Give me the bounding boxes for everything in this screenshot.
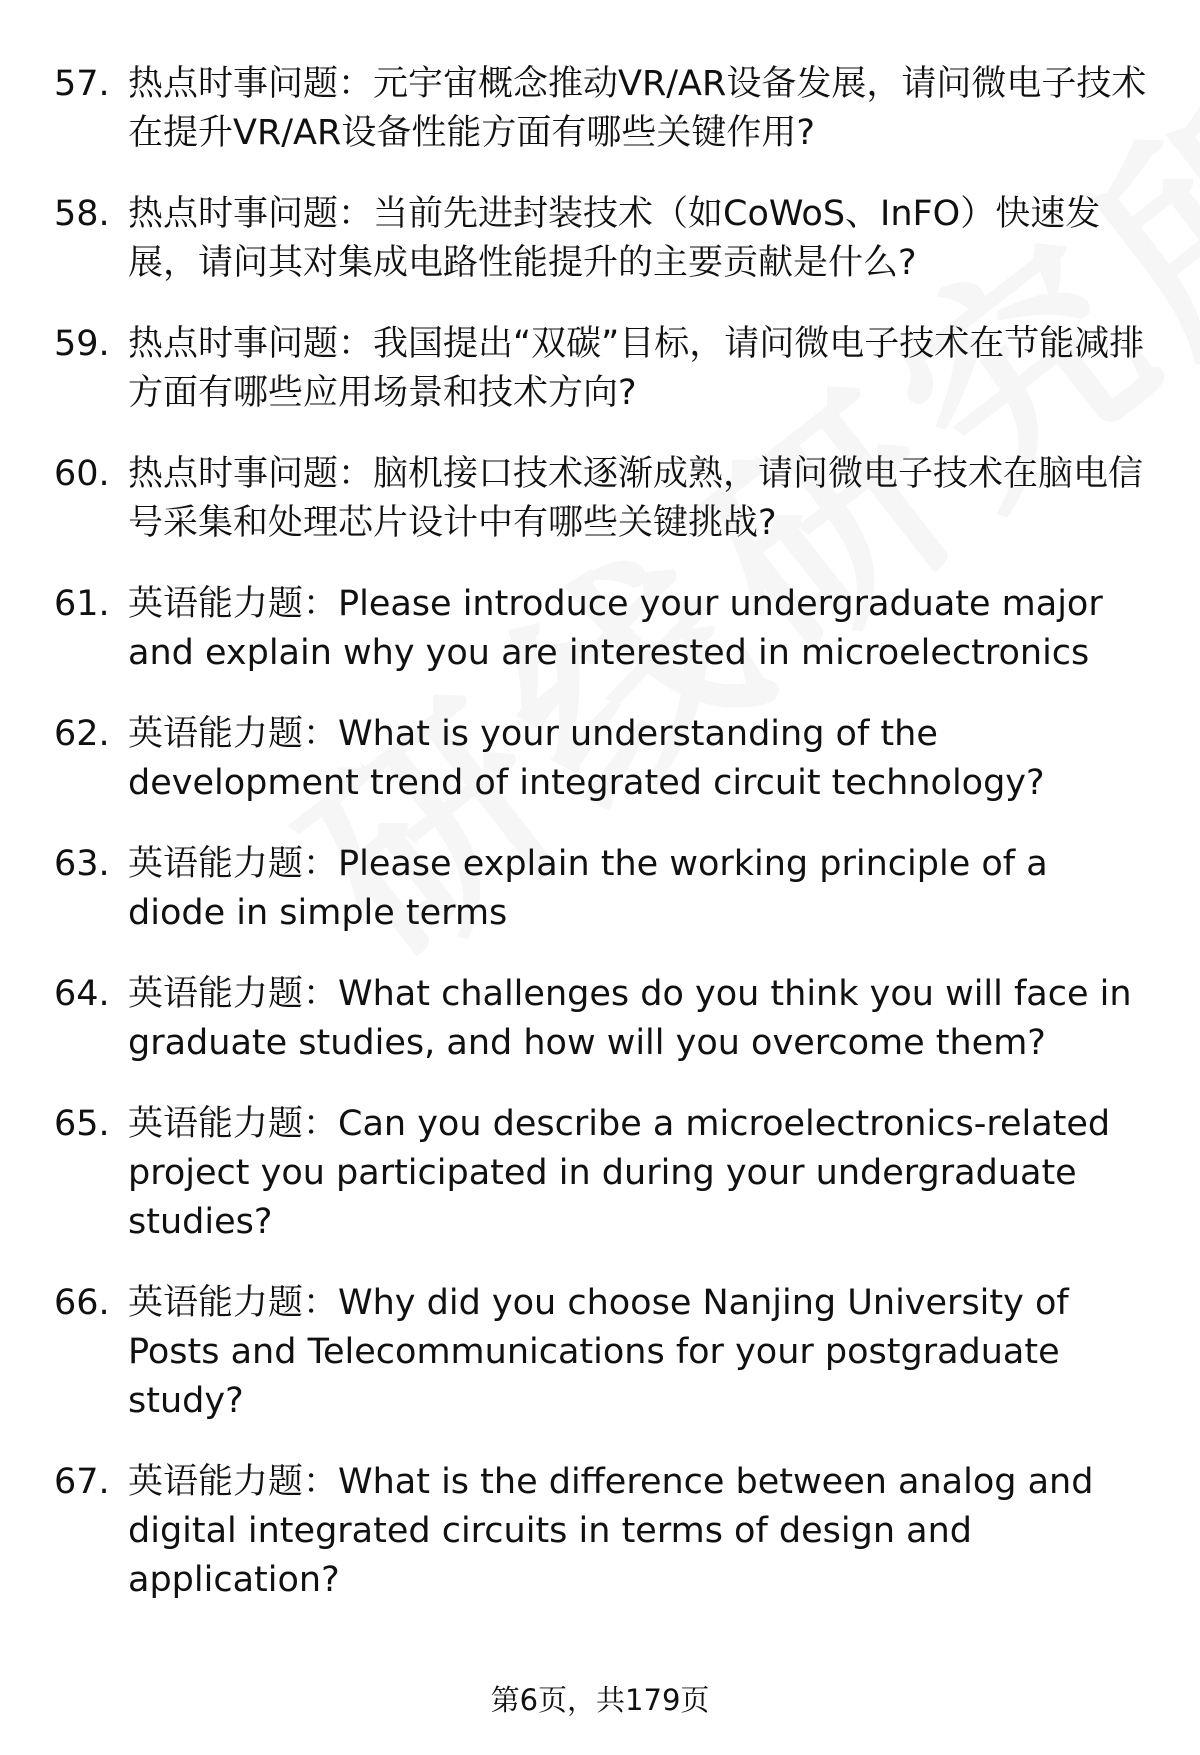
question-number: 65.	[54, 1104, 110, 1144]
question-number: 66.	[54, 1283, 110, 1323]
question-text: 热点时事问题：元宇宙概念推动VR/AR设备发展，请问微电子技术在提升VR/AR设备性能方面有哪些关键作用?	[128, 64, 1147, 153]
question-item	[54, 710, 1154, 808]
question-item	[54, 1100, 1154, 1247]
question-text: 热点时事问题：当前先进封装技术（如CoWoS、InFO）快速发展，请问其对集成电路性能提升的主要贡献是什么?	[128, 194, 1101, 283]
question-item	[54, 970, 1154, 1068]
question-item	[54, 1279, 1154, 1426]
question-item	[54, 840, 1154, 938]
question-item	[54, 1458, 1154, 1605]
question-number: 62.	[54, 714, 110, 754]
question-text: 英语能力题：Can you describe a microelectronics-related project you participated in during your undergraduate studies?	[128, 1104, 1111, 1242]
question-item	[54, 580, 1154, 678]
question-number: 67.	[54, 1462, 110, 1502]
question-item	[54, 60, 1154, 158]
question-number: 61.	[54, 584, 110, 624]
question-item	[54, 190, 1154, 288]
question-item	[54, 450, 1154, 548]
question-text: 英语能力题：What is your understanding of the development trend of integrated circuit technology?	[128, 714, 1045, 803]
question-number: 58.	[54, 194, 110, 234]
question-text: 英语能力题：What challenges do you think you will face in graduate studies, and how will you overcome them?	[128, 974, 1132, 1063]
question-text: 热点时事问题：脑机接口技术逐渐成熟，请问微电子技术在脑电信号采集和处理芯片设计中有哪些关键挑战?	[128, 454, 1144, 543]
question-number: 57.	[54, 64, 110, 104]
page-footer	[0, 1678, 1200, 1719]
question-item	[54, 320, 1154, 418]
question-number: 64.	[54, 974, 110, 1014]
question-text: 热点时事问题：我国提出“双碳”目标，请问微电子技术在节能减排方面有哪些应用场景和技术方向?	[128, 324, 1145, 413]
question-text: 英语能力题：Why did you choose Nanjing University of Posts and Telecommunications for your postgraduate study?	[128, 1283, 1069, 1421]
question-list	[54, 60, 1154, 1637]
question-text: 英语能力题：What is the difference between analog and digital integrated circuits in terms of design and application?	[128, 1462, 1094, 1600]
question-number: 59.	[54, 324, 110, 364]
question-text: 英语能力题：Please introduce your undergraduate major and explain why you are interested in microelectronics	[128, 584, 1103, 673]
page-number-label: 第6页，共179页	[490, 1683, 710, 1717]
question-number: 63.	[54, 844, 110, 884]
question-text: 英语能力题：Please explain the working principle of a diode in simple terms	[128, 844, 1048, 933]
question-number: 60.	[54, 454, 110, 494]
